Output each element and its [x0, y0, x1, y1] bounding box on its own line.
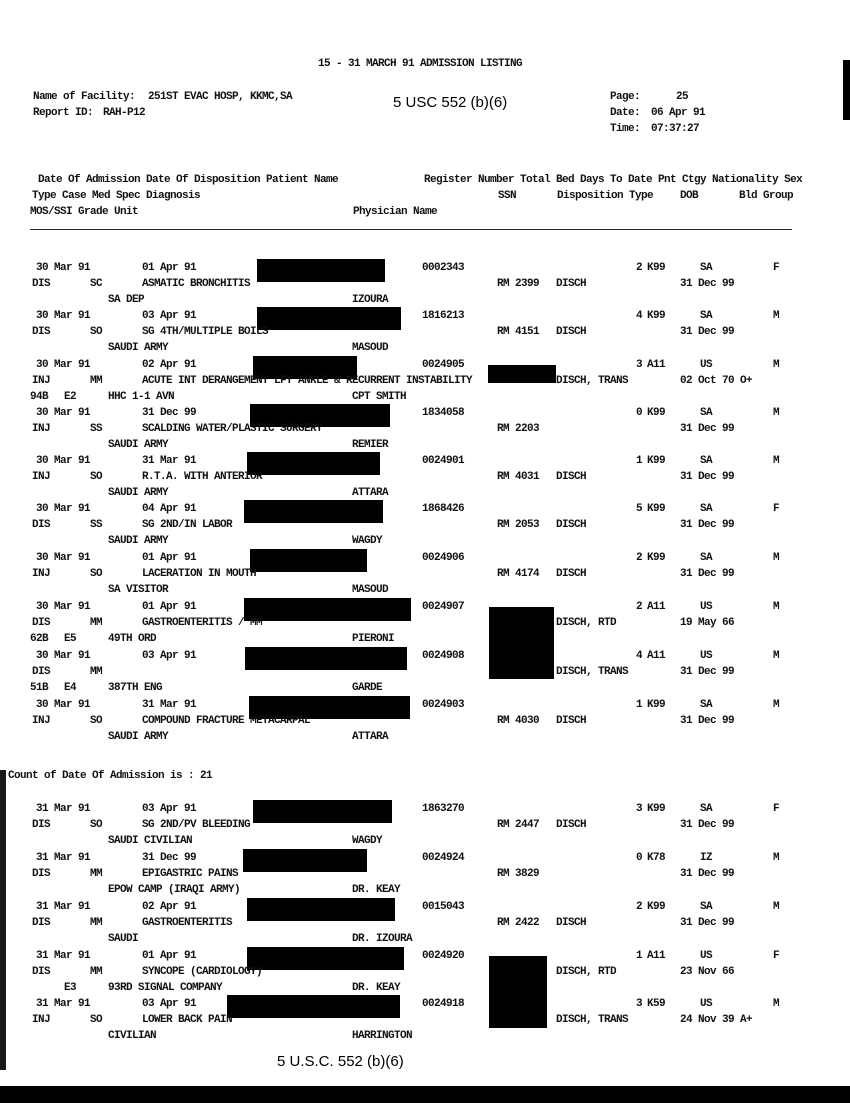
bed-days: 1: [636, 455, 643, 467]
admission-date: 30 Mar 91: [36, 359, 91, 371]
disposition-date: 01 Apr 91: [142, 601, 197, 613]
dob: 31 Dec 99: [680, 819, 735, 831]
register-number: 0024906: [422, 552, 465, 564]
sex: M: [773, 359, 780, 371]
scan-edge-right: [843, 60, 850, 120]
dob: 31 Dec 99: [680, 423, 735, 435]
dob: 24 Nov 39 A+: [680, 1014, 753, 1026]
diagnosis: R.T.A. WITH ANTERIOR: [142, 471, 263, 483]
register-number: 0024905: [422, 359, 465, 371]
nationality: SA: [700, 901, 713, 913]
type-case: DIS: [32, 966, 51, 978]
unit: SAUDI ARMY: [108, 342, 169, 354]
med-spec: SO: [90, 715, 103, 727]
disposition-type: DISCH: [556, 715, 587, 727]
disposition-type: DISCH, RTD: [556, 617, 617, 629]
dob: 31 Dec 99: [680, 715, 735, 727]
bed-days: 0: [636, 407, 643, 419]
disposition-type: DISCH, TRANS: [556, 375, 629, 387]
physician-name: WAGDY: [352, 835, 383, 847]
dob: 31 Dec 99: [680, 917, 735, 929]
diagnosis: ASMATIC BRONCHITIS: [142, 278, 251, 290]
patient-category: K99: [647, 699, 666, 711]
sex: M: [773, 901, 780, 913]
bed-days: 0: [636, 852, 643, 864]
disposition-type: DISCH, TRANS: [556, 1014, 629, 1026]
grade: E2: [64, 391, 77, 403]
unit: CIVILIAN: [108, 1030, 157, 1042]
type-case: DIS: [32, 819, 51, 831]
unit: EPOW CAMP (IRAQI ARMY): [108, 884, 241, 896]
bed-days: 2: [636, 552, 643, 564]
col-header-ssn: SSN: [498, 190, 517, 202]
sex: M: [773, 407, 780, 419]
patient-category: A11: [647, 359, 666, 371]
register-number: 0024924: [422, 852, 465, 864]
nationality: IZ: [700, 852, 713, 864]
nationality: US: [700, 601, 713, 613]
register-number: 1834058: [422, 407, 465, 419]
col-header-line1-left: Date Of Admission Date Of Disposition Patient Name: [38, 174, 339, 186]
grade: E4: [64, 682, 77, 694]
grade: E3: [64, 982, 77, 994]
med-spec: MM: [90, 666, 103, 678]
disposition-date: 04 Apr 91: [142, 503, 197, 515]
type-case: DIS: [32, 326, 51, 338]
unit: SA DEP: [108, 294, 145, 306]
unit: SAUDI CIVILIAN: [108, 835, 193, 847]
ssn: RM 2053: [497, 519, 540, 531]
patient-name-redaction: [257, 307, 401, 330]
sex: M: [773, 852, 780, 864]
med-spec: SS: [90, 519, 103, 531]
report-id: RAH-P12: [103, 107, 146, 119]
bed-days: 3: [636, 998, 643, 1010]
scan-edge-left: [0, 770, 6, 1070]
dob: 31 Dec 99: [680, 278, 735, 290]
unit: HHC 1-1 AVN: [108, 391, 175, 403]
patient-name-redaction: [257, 259, 385, 282]
disposition-date: 03 Apr 91: [142, 650, 197, 662]
nationality: SA: [700, 803, 713, 815]
type-case: INJ: [32, 375, 51, 387]
med-spec: MM: [90, 917, 103, 929]
patient-category: K99: [647, 503, 666, 515]
disposition-date: 01 Apr 91: [142, 950, 197, 962]
ssn: RM 4030: [497, 715, 540, 727]
disposition-type: DISCH: [556, 819, 587, 831]
type-case: DIS: [32, 917, 51, 929]
admission-date: 31 Mar 91: [36, 901, 91, 913]
report-date: 06 Apr 91: [651, 107, 706, 119]
physician-name: GARDE: [352, 682, 383, 694]
unit: SAUDI ARMY: [108, 439, 169, 451]
register-number: 0024920: [422, 950, 465, 962]
sex: M: [773, 310, 780, 322]
register-number: 0024907: [422, 601, 465, 613]
register-number: 1863270: [422, 803, 465, 815]
diagnosis: GASTROENTERITIS: [142, 917, 233, 929]
exemption-stamp-bottom: 5 U.S.C. 552 (b)(6): [277, 1053, 404, 1070]
facility-name: 251ST EVAC HOSP, KKMC,SA: [148, 91, 293, 103]
unit: 93RD SIGNAL COMPANY: [108, 982, 223, 994]
physician-name: PIERONI: [352, 633, 395, 645]
disposition-date: 31 Mar 91: [142, 455, 197, 467]
dob: 31 Dec 99: [680, 666, 735, 678]
register-number: 0024918: [422, 998, 465, 1010]
patient-category: K78: [647, 852, 666, 864]
disposition-type: DISCH: [556, 326, 587, 338]
date-label: Date:: [610, 107, 641, 119]
bed-days: 2: [636, 262, 643, 274]
nationality: US: [700, 359, 713, 371]
type-case: DIS: [32, 868, 51, 880]
sex: F: [773, 803, 780, 815]
physician-name: ATTARA: [352, 731, 389, 743]
ssn-redaction: [489, 607, 554, 679]
diagnosis: SG 4TH/MULTIPLE BOILS: [142, 326, 269, 338]
bed-days: 3: [636, 803, 643, 815]
physician-name: DR. KEAY: [352, 982, 401, 994]
unit: SAUDI: [108, 933, 139, 945]
header-divider: [30, 229, 792, 230]
ssn: RM 2399: [497, 278, 540, 290]
admission-date: 31 Mar 91: [36, 998, 91, 1010]
med-spec: SO: [90, 1014, 103, 1026]
nationality: US: [700, 998, 713, 1010]
disposition-type: DISCH: [556, 519, 587, 531]
admission-date: 30 Mar 91: [36, 262, 91, 274]
patient-name-redaction: [227, 995, 400, 1018]
disposition-date: 01 Apr 91: [142, 552, 197, 564]
med-spec: SO: [90, 568, 103, 580]
patient-name-redaction: [244, 500, 383, 523]
col-header-dob: DOB: [680, 190, 699, 202]
type-case: INJ: [32, 423, 51, 435]
unit: 387TH ENG: [108, 682, 163, 694]
bed-days: 2: [636, 601, 643, 613]
patient-name-redaction: [243, 849, 367, 872]
nationality: SA: [700, 407, 713, 419]
disposition-type: DISCH: [556, 568, 587, 580]
patient-category: K99: [647, 901, 666, 913]
diagnosis: SG 2ND/IN LABOR: [142, 519, 233, 531]
admission-date: 30 Mar 91: [36, 455, 91, 467]
admission-date: 30 Mar 91: [36, 552, 91, 564]
admission-date: 31 Mar 91: [36, 950, 91, 962]
sex: F: [773, 262, 780, 274]
register-number: 1868426: [422, 503, 465, 515]
sex: M: [773, 650, 780, 662]
diagnosis: SCALDING WATER/PLASTIC SURGERY: [142, 423, 323, 435]
sex: M: [773, 552, 780, 564]
mos: 94B: [30, 391, 49, 403]
admission-date: 30 Mar 91: [36, 407, 91, 419]
disposition-date: 03 Apr 91: [142, 998, 197, 1010]
diagnosis: COMPOUND FRACTURE METACARPAL: [142, 715, 311, 727]
register-number: 1816213: [422, 310, 465, 322]
patient-category: K99: [647, 262, 666, 274]
admission-date: 30 Mar 91: [36, 601, 91, 613]
register-number: 0024908: [422, 650, 465, 662]
admission-date: 30 Mar 91: [36, 699, 91, 711]
patient-category: K59: [647, 998, 666, 1010]
col-header-line2-left: Type Case Med Spec Diagnosis: [32, 190, 201, 202]
med-spec: MM: [90, 966, 103, 978]
ssn: RM 2203: [497, 423, 540, 435]
disposition-type: DISCH, RTD: [556, 966, 617, 978]
physician-name: REMIER: [352, 439, 389, 451]
mos: 51B: [30, 682, 49, 694]
med-spec: MM: [90, 868, 103, 880]
nationality: SA: [700, 699, 713, 711]
dob: 19 May 66: [680, 617, 735, 629]
page-label: Page:: [610, 91, 641, 103]
type-case: DIS: [32, 666, 51, 678]
patient-category: K99: [647, 552, 666, 564]
patient-name-redaction: [245, 647, 407, 670]
unit: SAUDI ARMY: [108, 535, 169, 547]
register-number: 0015043: [422, 901, 465, 913]
disposition-date: 02 Apr 91: [142, 901, 197, 913]
diagnosis: SG 2ND/PV BLEEDING: [142, 819, 251, 831]
dob: 31 Dec 99: [680, 471, 735, 483]
ssn: RM 4174: [497, 568, 540, 580]
disposition-type: DISCH, TRANS: [556, 666, 629, 678]
nationality: SA: [700, 262, 713, 274]
ssn-redaction: [488, 365, 556, 383]
time-label: Time:: [610, 123, 641, 135]
disposition-date: 03 Apr 91: [142, 803, 197, 815]
report-id-label: Report ID:: [33, 107, 94, 119]
nationality: SA: [700, 552, 713, 564]
diagnosis: LOWER BACK PAIN: [142, 1014, 233, 1026]
ssn: RM 4151: [497, 326, 540, 338]
sex: M: [773, 699, 780, 711]
disposition-date: 01 Apr 91: [142, 262, 197, 274]
col-header-line1-right: Register Number Total Bed Days To Date Pnt Ctgy Nationality Sex: [424, 174, 803, 186]
nationality: US: [700, 950, 713, 962]
bed-days: 1: [636, 699, 643, 711]
admission-date: 30 Mar 91: [36, 650, 91, 662]
type-case: DIS: [32, 617, 51, 629]
patient-category: K99: [647, 407, 666, 419]
register-number: 0024903: [422, 699, 465, 711]
disposition-date: 31 Dec 99: [142, 852, 197, 864]
physician-name: DR. IZOURA: [352, 933, 413, 945]
type-case: DIS: [32, 278, 51, 290]
physician-name: ATTARA: [352, 487, 389, 499]
register-number: 0002343: [422, 262, 465, 274]
unit: SAUDI ARMY: [108, 487, 169, 499]
diagnosis: EPIGASTRIC PAINS: [142, 868, 239, 880]
scan-edge-bottom: [0, 1086, 850, 1103]
patient-category: K99: [647, 455, 666, 467]
med-spec: SO: [90, 326, 103, 338]
bed-days: 4: [636, 650, 643, 662]
col-header-physician: Physician Name: [353, 206, 438, 218]
patient-category: K99: [647, 310, 666, 322]
nationality: SA: [700, 455, 713, 467]
sex: M: [773, 455, 780, 467]
admission-date: 31 Mar 91: [36, 803, 91, 815]
physician-name: CPT SMITH: [352, 391, 407, 403]
diagnosis: ACUTE INT DERANGEMENT LFT ANKLE & RECURRENT INSTABILITY: [142, 375, 473, 387]
admission-date: 30 Mar 91: [36, 310, 91, 322]
admission-date: 30 Mar 91: [36, 503, 91, 515]
patient-name-redaction: [250, 549, 367, 572]
unit: SAUDI ARMY: [108, 731, 169, 743]
facility-label: Name of Facility:: [33, 91, 136, 103]
grade: E5: [64, 633, 77, 645]
patient-category: A11: [647, 650, 666, 662]
patient-name-redaction: [247, 452, 380, 475]
dob: 31 Dec 99: [680, 519, 735, 531]
register-number: 0024901: [422, 455, 465, 467]
admission-date: 31 Mar 91: [36, 852, 91, 864]
col-header-bld-group: Bld Group: [739, 190, 794, 202]
physician-name: HARRINGTON: [352, 1030, 413, 1042]
patient-category: K99: [647, 803, 666, 815]
sex: M: [773, 998, 780, 1010]
type-case: INJ: [32, 568, 51, 580]
page-number: 25: [676, 91, 689, 103]
bed-days: 1: [636, 950, 643, 962]
dob: 31 Dec 99: [680, 326, 735, 338]
report-time: 07:37:27: [651, 123, 700, 135]
dob: 02 Oct 70 O+: [680, 375, 753, 387]
disposition-type: DISCH: [556, 917, 587, 929]
patient-category: A11: [647, 601, 666, 613]
disposition-type: DISCH: [556, 278, 587, 290]
type-case: DIS: [32, 519, 51, 531]
nationality: SA: [700, 503, 713, 515]
patient-name-redaction: [247, 898, 395, 921]
disposition-date: 31 Mar 91: [142, 699, 197, 711]
physician-name: MASOUD: [352, 342, 389, 354]
disposition-date: 03 Apr 91: [142, 310, 197, 322]
patient-category: A11: [647, 950, 666, 962]
bed-days: 4: [636, 310, 643, 322]
diagnosis: GASTROENTERITIS / MM: [142, 617, 263, 629]
type-case: INJ: [32, 471, 51, 483]
physician-name: DR. KEAY: [352, 884, 401, 896]
report-title: 15 - 31 MARCH 91 ADMISSION LISTING: [318, 58, 523, 70]
disposition-date: 02 Apr 91: [142, 359, 197, 371]
ssn: RM 4031: [497, 471, 540, 483]
ssn: RM 2422: [497, 917, 540, 929]
med-spec: SC: [90, 278, 103, 290]
med-spec: SO: [90, 819, 103, 831]
disposition-date: 31 Dec 99: [142, 407, 197, 419]
ssn-redaction: [489, 956, 547, 1028]
type-case: INJ: [32, 1014, 51, 1026]
patient-name-redaction: [253, 800, 392, 823]
dob: 23 Nov 66: [680, 966, 735, 978]
physician-name: WAGDY: [352, 535, 383, 547]
ssn: RM 3829: [497, 868, 540, 880]
patient-name-redaction: [247, 947, 404, 970]
mos: 62B: [30, 633, 49, 645]
nationality: US: [700, 650, 713, 662]
dob: 31 Dec 99: [680, 868, 735, 880]
physician-name: IZOURA: [352, 294, 389, 306]
med-spec: MM: [90, 375, 103, 387]
bed-days: 2: [636, 901, 643, 913]
col-header-disposition-type: Disposition Type: [557, 190, 654, 202]
med-spec: SO: [90, 471, 103, 483]
physician-name: MASOUD: [352, 584, 389, 596]
exemption-stamp-top: 5 USC 552 (b)(6): [393, 94, 508, 111]
nationality: SA: [700, 310, 713, 322]
type-case: INJ: [32, 715, 51, 727]
sex: F: [773, 950, 780, 962]
unit: SA VISITOR: [108, 584, 169, 596]
med-spec: MM: [90, 617, 103, 629]
bed-days: 5: [636, 503, 643, 515]
col-header-line3-left: MOS/SSI Grade Unit: [30, 206, 139, 218]
ssn: RM 2447: [497, 819, 540, 831]
diagnosis: LACERATION IN MOUTH: [142, 568, 257, 580]
med-spec: SS: [90, 423, 103, 435]
unit: 49TH ORD: [108, 633, 157, 645]
patient-name-redaction: [244, 598, 411, 621]
dob: 31 Dec 99: [680, 568, 735, 580]
bed-days: 3: [636, 359, 643, 371]
disposition-type: DISCH: [556, 471, 587, 483]
count-summary: Count of Date Of Admission is : 21: [8, 770, 213, 782]
sex: F: [773, 503, 780, 515]
sex: M: [773, 601, 780, 613]
diagnosis: SYNCOPE (CARDIOLOGY): [142, 966, 263, 978]
